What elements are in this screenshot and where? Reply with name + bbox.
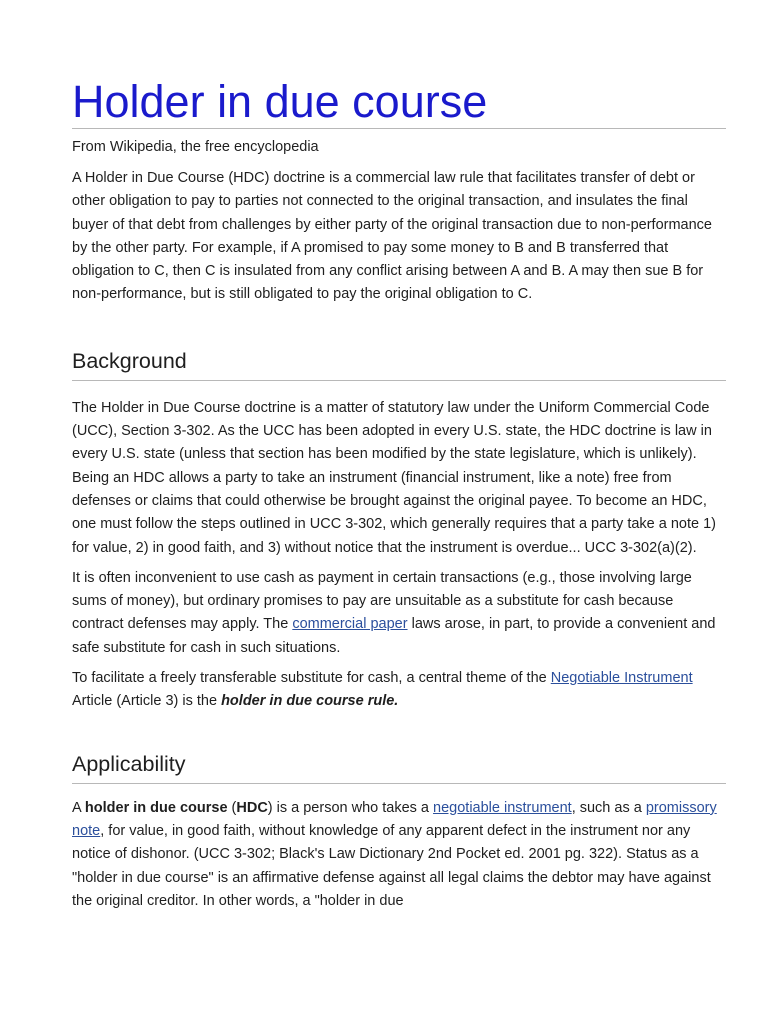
text-run: ) is a person who takes a <box>267 799 434 816</box>
background-paragraph-3 <box>72 667 726 714</box>
background-divider <box>72 380 726 381</box>
text-run: , such as a <box>571 799 646 816</box>
text-run: It is often inconvenient to use cash as payment in certain transactions (e.g., those involving large sums of money), but ordinary promises to pay are unsuitable as a substitute for cash because contract defenses may apply. The <box>72 569 692 633</box>
promissory-note-link[interactable]: promissory note <box>72 799 717 839</box>
negotiable-instrument-link[interactable]: Negotiable Instrument <box>550 670 693 687</box>
text-run: A <box>72 799 85 816</box>
background-paragraph-2 <box>72 567 726 660</box>
text-run: , for value, in good faith, without knowledge of any apparent defect in the instrument nor any notice of dishonor. (UCC 3-302; Black's Law Dictionary 2nd Pocket ed. 2001 pg. 322). Status as a "holder in due course" is an affirmative defense against all legal claims the debtor may have against the original creditor. In other words, a "holder in due <box>72 822 711 909</box>
tagline: From Wikipedia, the free encyclopedia <box>72 139 319 155</box>
commercial-paper-link[interactable]: commercial paper <box>292 616 408 633</box>
section-heading-applicability: Applicability <box>72 751 186 776</box>
text-run: Article (Article 3) is the <box>72 693 222 710</box>
section-heading-background: Background <box>72 348 187 373</box>
text-run: laws arose, in part, to provide a convenient and safe substitute for cash in such situations. <box>72 616 716 656</box>
text-run: To facilitate a freely transferable substitute for cash, a central theme of the <box>72 670 551 687</box>
page-title: Holder in due course <box>72 76 488 127</box>
intro-paragraph: A Holder in Due Course (HDC) doctrine is a commercial law rule that facilitates transfer of debt or other obligation to pay to parties not connected to the original transaction, and insulates the final buyer of that debt from challenges by either party of the original transaction due to non-performance by the other party. For example, if A promised to pay some money to B and B transferred that obligation to C, then C is insulated from any conflict arising between A and B. A may then sue B for non-performance, but is still obligated to pay the original obligation to C. <box>72 170 712 303</box>
applicability-paragraph <box>72 797 726 913</box>
text-run: ( <box>227 799 237 816</box>
applicability-divider <box>72 783 726 784</box>
article <box>72 0 726 913</box>
bold-abbreviation: HDC <box>236 799 268 816</box>
bold-term: holder in due course <box>84 799 228 816</box>
title-divider <box>72 128 726 129</box>
hdc-rule-emphasis: holder in due course rule. <box>221 693 399 710</box>
background-paragraph-1: The Holder in Due Course doctrine is a matter of statutory law under the Uniform Commercial Code (UCC), Section 3-302. As the UCC has been adopted in every U.S. state, the HDC doctrine is law in every U.S. state (unless that section has been modified by the state legislature, which is unlikely). Being an HDC allows a party to take an instrument (financial instrument, like a note) free from defenses or claims that could otherwise be brought against the original payee. To become an HDC, one must follow the steps outlined in UCC 3-302, which generally requires that a party take a note 1) for value, 2) in good faith, and 3) without notice that the instrument is overdue... UCC 3-302(a)(2). <box>72 399 716 556</box>
negotiable-instrument-link-2[interactable]: negotiable instrument <box>433 799 572 816</box>
